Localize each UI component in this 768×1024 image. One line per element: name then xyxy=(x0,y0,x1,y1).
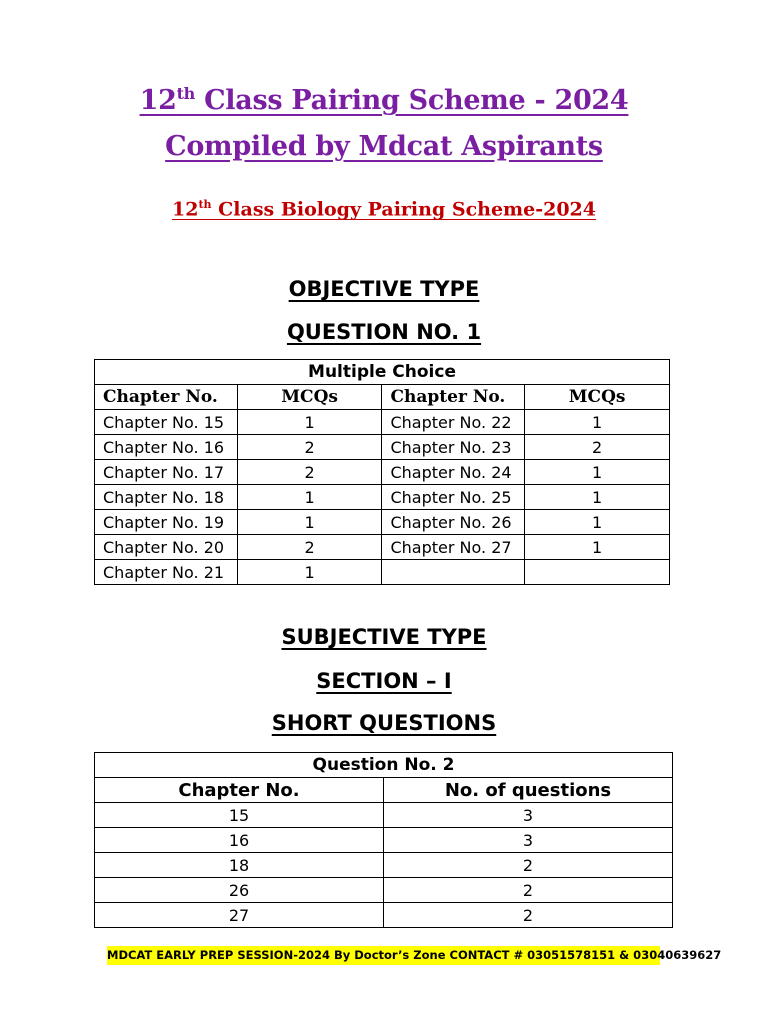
header-questions: No. of questions xyxy=(384,778,673,803)
mcq-caption-row xyxy=(95,360,670,385)
title-number: 12 xyxy=(139,85,177,116)
section-heading: SECTION – I xyxy=(316,669,452,693)
header-chapter-left: Chapter No. xyxy=(95,385,238,410)
subjective-heading: SUBJECTIVE TYPE xyxy=(281,625,487,649)
cell: 1 xyxy=(525,510,670,535)
cell: 2 xyxy=(237,535,382,560)
cell: Chapter No. 16 xyxy=(95,435,238,460)
cell: Chapter No. 15 xyxy=(95,410,238,435)
mcq-table xyxy=(94,359,670,585)
main-title-line-1 xyxy=(0,84,768,116)
header-chapter-right: Chapter No. xyxy=(382,385,525,410)
cell: 2 xyxy=(384,878,673,903)
cell: 1 xyxy=(237,410,382,435)
cell: 2 xyxy=(237,460,382,485)
table-row xyxy=(95,410,670,435)
header-chapter: Chapter No. xyxy=(95,778,384,803)
cell: Chapter No. 23 xyxy=(382,435,525,460)
cell: 1 xyxy=(525,535,670,560)
subtitle-number: 12 xyxy=(172,198,199,221)
cell: Chapter No. 17 xyxy=(95,460,238,485)
cell: Chapter No. 27 xyxy=(382,535,525,560)
cell: 18 xyxy=(95,853,384,878)
cell: 1 xyxy=(525,410,670,435)
cell: 1 xyxy=(237,510,382,535)
cell: Chapter No. 19 xyxy=(95,510,238,535)
subtitle-text: Class Biology Pairing Scheme-2024 xyxy=(211,198,596,221)
cell: 1 xyxy=(525,485,670,510)
biology-subtitle xyxy=(0,198,768,220)
table-row xyxy=(95,435,670,460)
cell: 1 xyxy=(525,460,670,485)
cell: Chapter No. 21 xyxy=(95,560,238,585)
title-superscript: th xyxy=(176,84,195,103)
cell: 1 xyxy=(237,560,382,585)
cell: 16 xyxy=(95,828,384,853)
cell xyxy=(382,560,525,585)
objective-heading: OBJECTIVE TYPE xyxy=(288,277,480,301)
main-title-line-2: Compiled by Mdcat Aspirants xyxy=(165,131,603,162)
table-row xyxy=(95,828,673,853)
cell: 3 xyxy=(384,803,673,828)
cell xyxy=(525,560,670,585)
header-mcqs-right: MCQs xyxy=(525,385,670,410)
mcq-header-row xyxy=(95,385,670,410)
cell: 15 xyxy=(95,803,384,828)
table-row xyxy=(95,903,673,928)
table-row xyxy=(95,510,670,535)
table-row xyxy=(95,485,670,510)
cell: Chapter No. 20 xyxy=(95,535,238,560)
cell: Chapter No. 22 xyxy=(382,410,525,435)
cell: 27 xyxy=(95,903,384,928)
table-row xyxy=(95,853,673,878)
cell: Chapter No. 25 xyxy=(382,485,525,510)
footer-contact-banner: MDCAT EARLY PREP SESSION-2024 By Doctor’s Zone CONTACT # 03051578151 & 03040639627 xyxy=(107,946,660,965)
cell: 1 xyxy=(237,485,382,510)
mcq-caption: Multiple Choice xyxy=(95,360,670,385)
short-questions-heading: SHORT QUESTIONS xyxy=(271,711,497,735)
cell: 2 xyxy=(384,903,673,928)
question-1-heading: QUESTION NO. 1 xyxy=(286,320,482,344)
cell: Chapter No. 18 xyxy=(95,485,238,510)
short-questions-table xyxy=(94,752,673,928)
table-row xyxy=(95,560,670,585)
cell: 2 xyxy=(525,435,670,460)
cell: 2 xyxy=(237,435,382,460)
header-mcqs-left: MCQs xyxy=(237,385,382,410)
table-row xyxy=(95,803,673,828)
table-row xyxy=(95,460,670,485)
subtitle-superscript: th xyxy=(198,198,212,211)
title-text: Class Pairing Scheme - 2024 xyxy=(195,85,629,116)
short-caption: Question No. 2 xyxy=(95,753,673,778)
table-row xyxy=(95,878,673,903)
cell: Chapter No. 26 xyxy=(382,510,525,535)
cell: Chapter No. 24 xyxy=(382,460,525,485)
cell: 3 xyxy=(384,828,673,853)
table-row xyxy=(95,535,670,560)
cell: 2 xyxy=(384,853,673,878)
short-header-row xyxy=(95,778,673,803)
short-caption-row xyxy=(95,753,673,778)
cell: 26 xyxy=(95,878,384,903)
